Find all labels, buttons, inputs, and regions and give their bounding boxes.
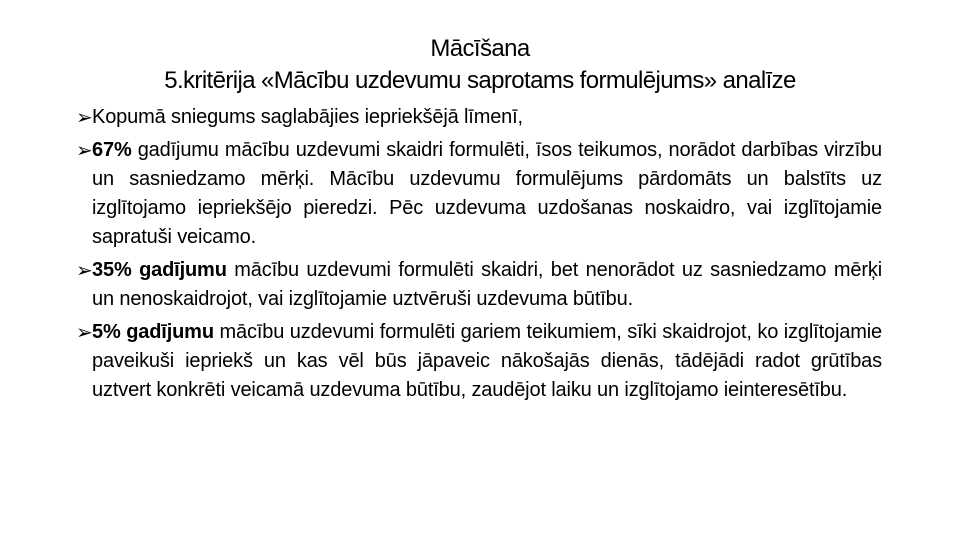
arrow-bullet-icon: ➢ (76, 320, 93, 344)
bullet-item-3 (76, 256, 882, 314)
bullet-item-4 (76, 318, 882, 405)
arrow-bullet-icon: ➢ (76, 138, 93, 162)
bullet-text: Kopumā sniegums saglabājies iepriekšējā līmenī, (92, 106, 523, 128)
bullet-bold-lead: 67% (92, 139, 132, 161)
bullet-item-2 (76, 136, 882, 252)
slide-title (0, 33, 960, 97)
bullet-list (76, 103, 882, 405)
bullet-text: mācību uzdevumi formulēti skaidri, bet nenorādot uz sasniedzamo mērķi un nenoskaidrojot, vai izglītojamie uztvēruši uzdevuma būtību. (92, 259, 882, 310)
bullet-text: gadījumu mācību uzdevumi skaidri formulēti, īsos teikumos, norādot darbības virzību un sasniedzamo mērķi. Mācību uzdevumu formulējums pārdomāts un balstīts uz izglītojamo iepriekšējo pieredzi. Pēc uzdevuma uzdošanas noskaidro, vai izglītojamie sapratuši veicamo. (92, 139, 882, 248)
title-line-1: Mācīšana (430, 35, 530, 62)
bullet-bold-lead: 35% gadījumu (92, 259, 227, 281)
bullet-bold-lead: 5% gadījumu (92, 321, 214, 343)
arrow-bullet-icon: ➢ (76, 105, 93, 129)
title-line-2: 5.kritērija «Mācību uzdevumu saprotams formulējums» analīze (164, 67, 796, 94)
bullet-item-1 (76, 103, 882, 132)
arrow-bullet-icon: ➢ (76, 258, 93, 282)
bullet-text: mācību uzdevumi formulēti gariem teikumiem, sīki skaidrojot, ko izglītojamie paveikuši iepriekš un kas vēl būs jāpaveic nākošajās dienās, tādējādi radot grūtības uztvert konkrēti veicamā uzdevuma būtību, zaudējot laiku un izglītojamo ieinteresētību. (92, 321, 883, 401)
